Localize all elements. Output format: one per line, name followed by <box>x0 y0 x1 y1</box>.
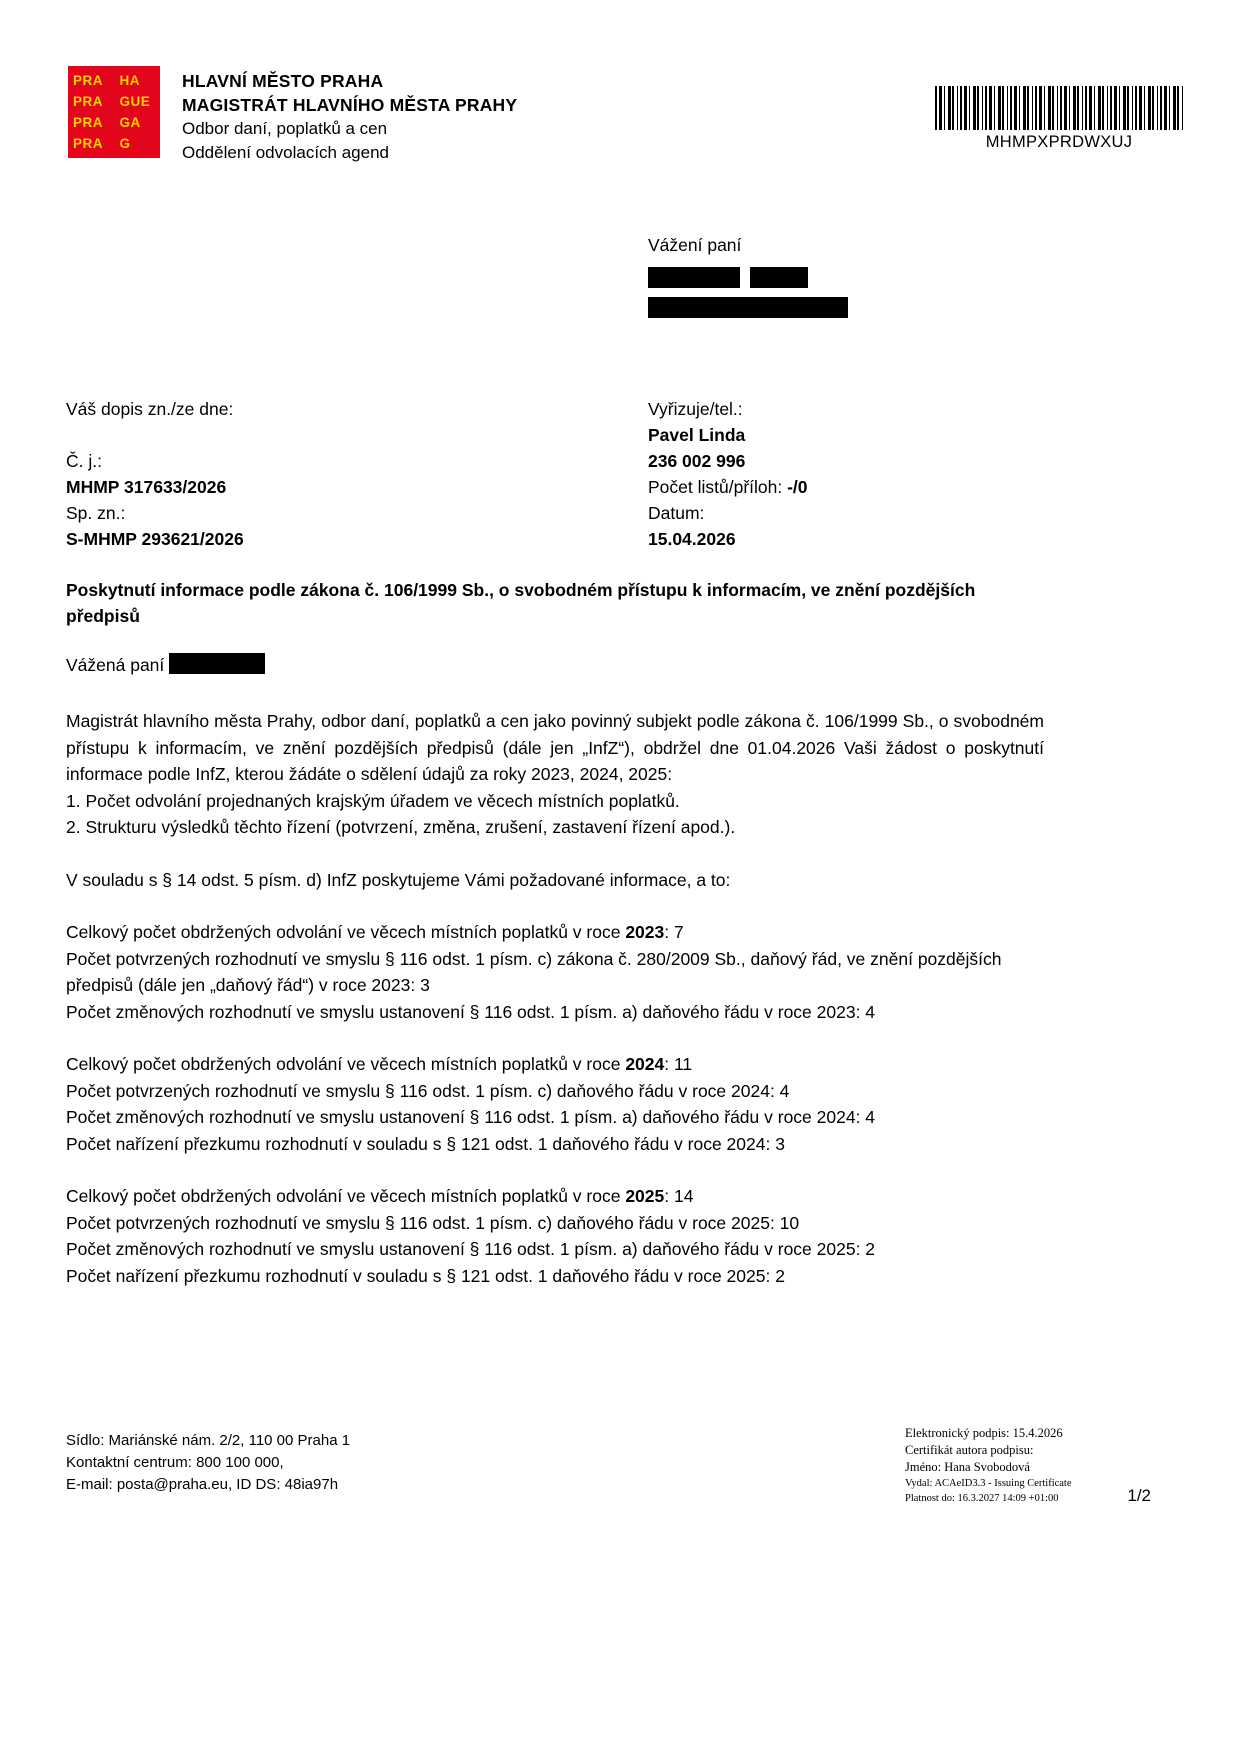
spacer <box>66 422 648 448</box>
case-number-label: Sp. zn.: <box>66 503 126 523</box>
recipient-name-redacted <box>648 266 848 292</box>
salutation-line <box>66 652 265 678</box>
page-footer <box>66 1430 350 1496</box>
signature-date: Elektronický podpis: 15.4.2026 <box>905 1426 1063 1440</box>
spacer <box>66 893 1044 919</box>
redaction-bar <box>648 297 848 318</box>
logo-cell-pra-1: PRA <box>73 73 104 88</box>
body-paragraph-intro: Magistrát hlavního města Prahy, odbor daní, poplatků a cen jako povinný subjekt podle zákona č. 106/1999 Sb., o svobodném přístupu k informacím, ve znění pozdějších předpisů (dále jen „InfZ“), obdržel dne 01.04.2026 Vaši žádost o poskytnutí informace podle InfZ, kterou žádáte o sdělení údajů za roky 2023, 2024, 2025: <box>66 711 1044 784</box>
stat-2024-total-pre: Celkový počet obdržených odvolání ve věcech místních poplatků v roce <box>66 1054 626 1074</box>
stat-2024-total-value: : 11 <box>664 1054 693 1074</box>
reference-right-column <box>648 396 1181 552</box>
body-paragraph-response-intro: V souladu s § 14 odst. 5 písm. d) InfZ poskytujeme Vámi požadované informace, a to: <box>66 869 731 890</box>
org-department: Odbor daní, poplatků a cen <box>182 119 388 138</box>
handler-phone: 236 002 996 <box>648 451 746 471</box>
reference-block <box>66 396 1181 552</box>
footer-email: E-mail: posta@praha.eu, ID DS: 48ia97h <box>66 1476 339 1493</box>
barcode-block <box>935 86 1183 153</box>
signature-signer-name: Jméno: Hana Svobodová <box>905 1460 1030 1474</box>
sheets-count-row <box>648 474 1181 500</box>
stat-2025-total-pre: Celkový počet obdržených odvolání ve věcech místních poplatků v roce <box>66 1186 626 1206</box>
stat-2024-year: 2024 <box>625 1054 665 1074</box>
signature-issuer: Vydal: ACAeID3.3 - Issuing Certificate <box>905 1478 1072 1489</box>
stat-2023-year: 2023 <box>625 922 665 942</box>
salutation-text: Vážená paní <box>66 655 165 675</box>
request-item-1: 1. Počet odvolání projednaných krajským úřadem ve věcech místních poplatků. <box>66 790 680 811</box>
stat-2024-total <box>66 1051 1044 1078</box>
logo-cell-g: G <box>119 136 131 151</box>
organization-block <box>182 66 517 165</box>
redaction-bar <box>648 267 740 288</box>
spacer <box>66 1157 1044 1183</box>
stat-2023-total-pre: Celkový počet obdržených odvolání ve věcech místních poplatků v roce <box>66 922 626 942</box>
stat-2023-confirmed: Počet potvrzených rozhodnutí ve smyslu § 116 odst. 1 písm. c) zákona č. 280/2009 Sb., daňový řád, ve znění pozdějších předpisů (dále jen „daňový řád“) v roce 2023: 3 <box>66 948 1002 995</box>
signature-validity: Platnost do: 16.3.2027 14:09 +01:00 <box>905 1493 1059 1504</box>
recipient-address <box>648 232 848 322</box>
date-value: 15.04.2026 <box>648 529 736 549</box>
reference-left-column <box>66 396 648 552</box>
stat-2024-changed: Počet změnových rozhodnutí ve smyslu ustanovení § 116 odst. 1 písm. a) daňového řádu v roce 2024: 4 <box>66 1107 876 1127</box>
logo-cell-pra-2: PRA <box>73 94 104 109</box>
recipient-greeting: Vážení paní <box>648 235 742 255</box>
sheets-count-label: Počet listů/příloh: <box>648 477 783 497</box>
barcode-image <box>935 86 1183 130</box>
file-number-label: Č. j.: <box>66 451 102 471</box>
stat-2023-changed: Počet změnových rozhodnutí ve smyslu ustanovení § 116 odst. 1 písm. a) daňového řádu v roce 2023: 4 <box>66 1001 876 1022</box>
stat-2023-total <box>66 919 1044 946</box>
handler-label: Vyřizuje/tel.: <box>648 399 743 419</box>
stat-2023-total-value: : 7 <box>664 922 684 942</box>
org-authority-name: MAGISTRÁT HLAVNÍHO MĚSTA PRAHY <box>182 95 518 115</box>
spacer <box>66 1025 1044 1051</box>
handler-name: Pavel Linda <box>648 425 746 445</box>
case-number-value: S-MHMP 293621/2026 <box>66 529 244 549</box>
page-number: 1/2 <box>1127 1486 1151 1505</box>
footer-address: Sídlo: Mariánské nám. 2/2, 110 00 Praha 1 <box>66 1432 351 1449</box>
stat-2025-review: Počet nařízení přezkumu rozhodnutí v souladu s § 121 odst. 1 daňového řádu v roce 2025: 2 <box>66 1265 785 1286</box>
praha-logo <box>68 66 160 158</box>
redaction-bar <box>750 267 808 288</box>
stat-2025-changed: Počet změnových rozhodnutí ve smyslu ustanovení § 116 odst. 1 písm. a) daňového řádu v roce 2025: 2 <box>66 1239 876 1259</box>
date-label: Datum: <box>648 503 705 523</box>
org-unit: Oddělení odvolacích agend <box>182 143 389 162</box>
stat-2024-review: Počet nařízení přezkumu rozhodnutí v souladu s § 121 odst. 1 daňového řádu v roce 2024: 3 <box>66 1133 785 1154</box>
your-letter-label: Váš dopis zn./ze dne: <box>66 399 234 419</box>
sheets-count-value: -/0 <box>787 477 808 497</box>
logo-cell-pra-3: PRA <box>73 115 104 130</box>
logo-cell-ha: HA <box>119 73 140 88</box>
signature-certificate-label: Certifikát autora podpisu: <box>905 1443 1034 1457</box>
logo-cell-pra-4: PRA <box>73 136 104 151</box>
request-item-2: 2. Strukturu výsledků těchto řízení (potvrzení, změna, zrušení, zastavení řízení apod.). <box>66 817 736 837</box>
stat-2025-total <box>66 1183 1044 1210</box>
letter-body <box>66 708 1044 1289</box>
logo-cell-ga: GA <box>119 115 141 130</box>
redaction-bar <box>169 653 265 674</box>
footer-contact-center: Kontaktní centrum: 800 100 000, <box>66 1454 284 1471</box>
file-number-value: MHMP 317633/2026 <box>66 477 227 497</box>
stat-2025-year: 2025 <box>625 1186 665 1206</box>
stat-2024-confirmed: Počet potvrzených rozhodnutí ve smyslu § 116 odst. 1 písm. c) daňového řádu v roce 2024: 4 <box>66 1080 790 1101</box>
logo-cell-gue: GUE <box>119 94 151 109</box>
spacer <box>66 841 1044 867</box>
recipient-address-redacted <box>648 296 848 322</box>
stat-2025-confirmed: Počet potvrzených rozhodnutí ve smyslu § 116 odst. 1 písm. c) daňového řádu v roce 2025: 10 <box>66 1212 800 1233</box>
barcode-label: MHMPXPRDWXUJ <box>985 133 1133 151</box>
org-city-name: HLAVNÍ MĚSTO PRAHA <box>182 71 384 91</box>
subject-heading: Poskytnutí informace podle zákona č. 106/1999 Sb., o svobodném přístupu k informacím, ve znění pozdějších předpisů <box>66 580 976 626</box>
stat-2025-total-value: : 14 <box>664 1186 694 1206</box>
